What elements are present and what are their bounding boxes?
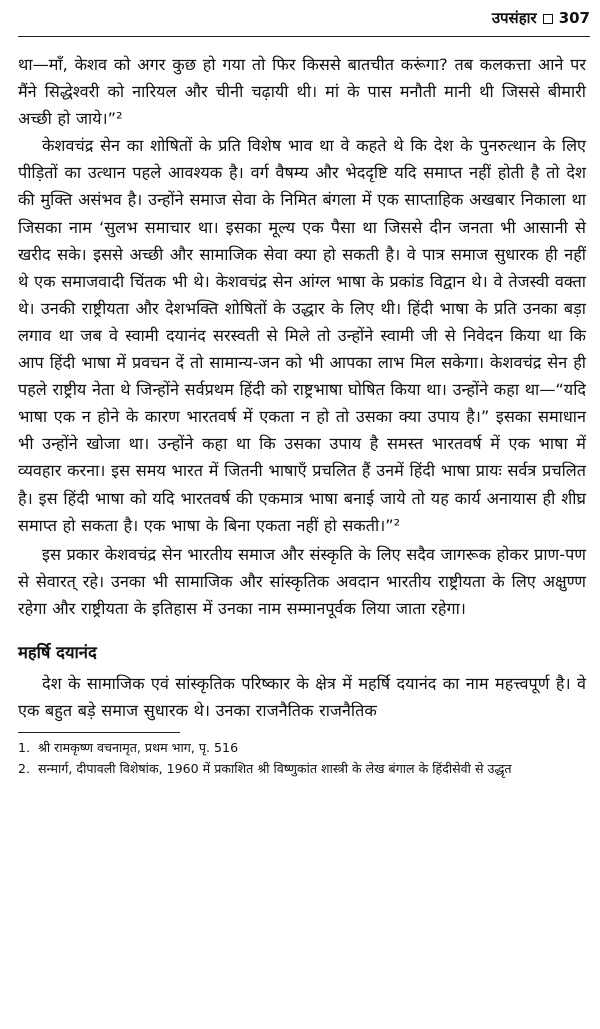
footnote-divider [18, 732, 180, 733]
footnote-text: श्री रामकृष्ण वचनामृत, प्रथम भाग, पृ. 516 [38, 740, 239, 756]
footnote-number: 1. [18, 740, 31, 756]
footnote-number: 2. [18, 761, 31, 777]
section-title: उपसंहार [491, 9, 537, 27]
footnote-text: सन्मार्ग, दीपावली विशेषांक, 1960 में प्रकाशित श्री विष्णुकांत शास्त्री के लेख बंगाल के हिंदीसेवी से उद्धृत [38, 761, 512, 777]
footnote [18, 737, 580, 758]
footnotes [18, 737, 586, 779]
body-text [18, 51, 594, 779]
footnote [18, 758, 580, 779]
running-header [18, 0, 590, 37]
page-number: 307 [558, 9, 590, 27]
paragraph: था—माँ, केशव को अगर कुछ हो गया तो फिर किससे बातचीत करूंगा? तब कलकत्ता आने पर मैंने सिद्धेश्वरी को नारियल और चीनी चढ़ायी थी। मां के पास मनौती मानी थी जिससे बीमारी अच्छी हो जाये।”² [18, 55, 586, 129]
paragraph: इस प्रकार केशवचंद्र सेन भारतीय समाज और संस्कृति के लिए सदैव जागरूक होकर प्राण-पण से सेवारत् रहे। उनका भी सामाजिक और सांस्कृतिक अवदान भारतीय राष्ट्रीयता के लिए अक्षुण्ण रहेगा और राष्ट्रीयता के इतिहास में उनका नाम सम्मानपूर्वक लिया जाता रहेगा। [18, 544, 586, 618]
paragraph: देश के सामाजिक एवं सांस्कृतिक परिष्कार के क्षेत्र में महर्षि दयानंद का नाम महत्त्वपूर्ण है। वे एक बहुत बड़े समाज सुधारक थे। उनका राजनैतिक राजनैतिक [18, 673, 586, 721]
section-heading: महर्षि दयानंद [18, 642, 97, 662]
square-icon [543, 14, 553, 24]
book-page [18, 0, 594, 1029]
paragraph: केशवचंद्र सेन का शोषितों के प्रति विशेष भाव था वे कहते थे कि देश के पुनरुत्थान के लिए पीड़ितों का उत्थान पहले आवश्यक है। वर्ग वैषम्य और भेददृष्टि यदि समाप्त नहीं होती है तो देश की मुक्ति असंभव है। उन्होंने समाज सेवा के निमित बंगला में एक साप्ताहिक अखबार निकाला था जिसका नाम ‘सुलभ समाचार था। इसका मूल्य एक पैसा था जिससे दीन जनता भी आसानी से खरीद सके। इससे अच्छी और सामाजिक सेवा क्या हो सकती है। वे पात्र समाज सुधारक ही नहीं थे एक समाजवादी चिंतक भी थे। केशवचंद्र सेन आंग्ल भाषा के प्रकांड विद्वान थे। वे तेजस्वी वक्ता थे। उनकी राष्ट्रीयता और देशभक्ति शोषितों के उद्धार के लिए थी। हिंदी भाषा के प्रति उनका बड़ा लगाव था जब वे स्वामी दयानंद सरस्वती से मिले तो उन्होंने स्वामी जी से निवेदन किया था कि आप हिंदी भाषा में प्रवचन दें तो सामान्य-जन को भी आपका लाभ मिल सकेगा। केशवचंद्र सेन ही पहले राष्ट्रीय नेता थे जिन्होंने सर्वप्रथम हिंदी को राष्ट्रभाषा घोषित किया था। उन्होंने कहा था—“यदि भाषा एक न होने के कारण भारतवर्ष में एकता न हो तो उसका क्या उपाय है।” इसका समाधान भी उन्होंने खोजा था। उन्होंने कहा था कि उसका उपाय है समस्त भारतवर्ष में एक भाषा में व्यवहार करना। इस समय भारत में जितनी भाषाएँ प्रचलित हैं उनमें हिंदी भाषा प्रायः सर्वत्र प्रचलित है। इस हिंदी भाषा को यदि भारतवर्ष की एकमात्र भाषा बनाई जाये तो यह कार्य अनायास ही शीघ्र समाप्त हो सकता है। एक भाषा के बिना एकता नहीं हो सकती।”² [18, 136, 586, 535]
